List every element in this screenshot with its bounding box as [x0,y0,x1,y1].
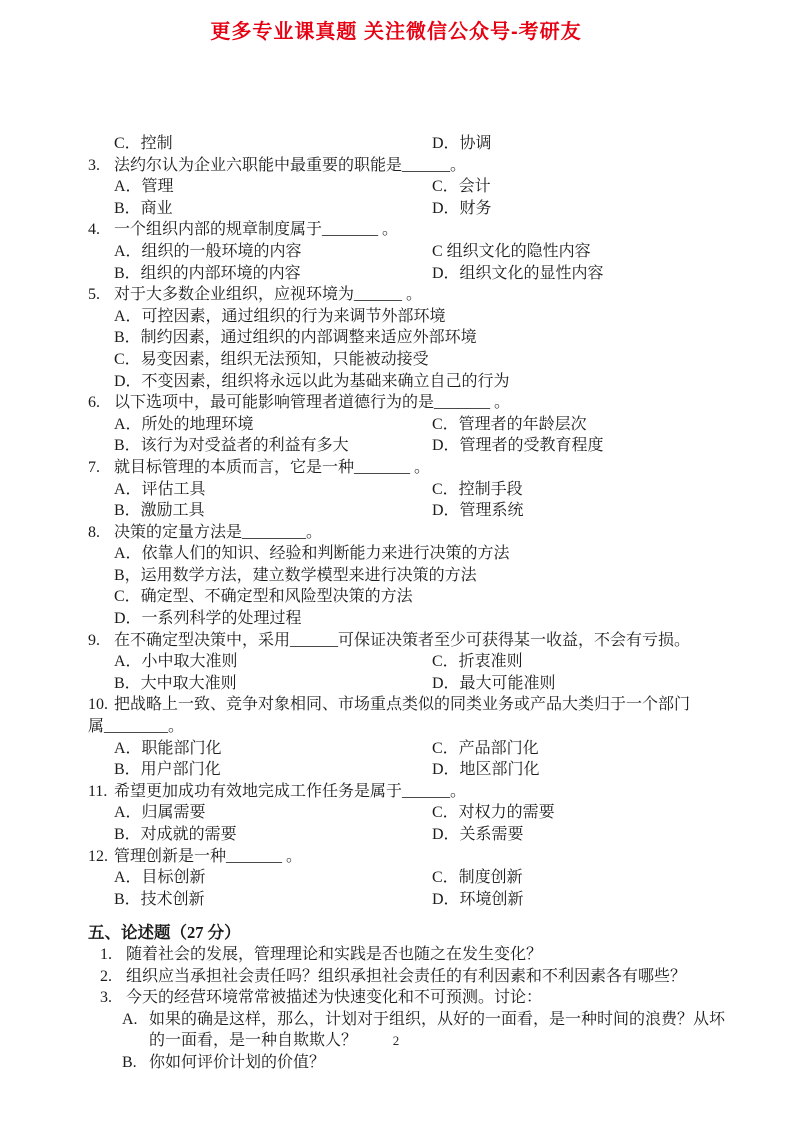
essay-item-2 [88,966,738,988]
option: B．大中取大准则 [114,674,237,692]
option: D．环境创新 [432,890,524,908]
question-number: 10. [88,696,108,714]
item-number: 3. [100,989,112,1007]
question-number: 7. [88,458,100,476]
options-row [88,565,738,587]
option: C．会计 [432,178,491,196]
question-number: 6. [88,394,100,412]
option: A．可控因素，通过组织的行为来调节外部环境 [114,307,446,325]
question-6 [88,392,738,457]
options-row [88,608,738,630]
question-8 [88,522,738,630]
question-4 [88,219,738,284]
question-11 [88,781,738,846]
question-number: 9. [88,631,100,649]
option: C．确定型、不确定型和风险型决策的方法 [114,588,413,606]
subitem-text: 如果的确是这样，那么，计划对于组织，从好的一面看，是一种时间的浪费？从坏的一面看，是一种自欺欺人？ [149,1010,726,1050]
options-row [88,133,738,155]
question-number: 4. [88,221,100,239]
subitem-label: B. [122,1053,137,1071]
option: D．一系列科学的处理过程 [114,610,302,628]
essay-item-1 [88,944,738,966]
option: A．目标创新 [114,869,206,887]
options-row [88,586,738,608]
question-7 [88,457,738,522]
options-row [88,867,738,889]
options-row [88,263,738,285]
question-text: 把战略上一致、竞争对象相同、市场重点类似的同类业务或产品大类归于一个部门属________。 [88,696,691,736]
item-text: 组织应当承担社会责任吗？组织承担社会责任的有利因素和不利因素各有哪些？ [126,967,687,985]
option: A．组织的一般环境的内容 [114,242,302,260]
option: B．技术创新 [114,890,205,908]
essay-subitem-b [88,1052,738,1074]
options-row [88,738,738,760]
option: D．组织文化的显性内容 [432,264,604,282]
options-row [88,306,738,328]
option: C．易变因素，组织无法预知，只能被动接受 [114,350,429,368]
item-number: 2. [100,967,112,985]
options-row [88,176,738,198]
page-number: 2 [392,1033,400,1048]
options-row [88,759,738,781]
option: B．用户部门化 [114,761,221,779]
option: C．制度创新 [432,869,523,887]
options-row [88,414,738,436]
option: B．商业 [114,199,173,217]
section-title: 五、论述题（27 分） [88,923,241,943]
option: C．控制 [114,135,173,152]
option: B．该行为对受益者的利益有多大 [114,437,349,455]
question-text: 法约尔认为企业六职能中最重要的职能是______。 [114,156,467,174]
option: D．财务 [432,199,492,217]
essay-item-3 [88,987,738,1009]
question-text: 一个组织内部的规章制度属于_______ 。 [114,221,399,239]
question-12 [88,846,738,911]
options-row [88,435,738,457]
subitem-label: A. [122,1010,138,1028]
option: D．不变因素，组织将永远以此为基础来确立自己的行为 [114,372,510,390]
options-row [88,500,738,522]
options-row [88,673,738,695]
option: C．产品部门化 [432,739,539,757]
question-10 [88,694,738,780]
question-3 [88,155,738,220]
options-row [88,651,738,673]
option: D．地区部门化 [432,761,540,779]
question-number: 8. [88,523,100,541]
promo-header: 更多专业课真题 关注微信公众号-考研友 [210,21,582,43]
option: B．组织的内部环境的内容 [114,264,301,282]
option: D．管理者的受教育程度 [432,437,604,455]
options-row [88,889,738,911]
option: C．控制手段 [432,480,523,498]
question-5 [88,284,738,392]
options-row [88,543,738,565]
question-number: 3. [88,156,100,174]
question-number: 11. [88,782,108,800]
question-text: 以下选项中，最可能影响管理者道德行为的是_______ 。 [114,394,511,412]
question-text: 决策的定量方法是________。 [114,523,323,541]
question-9 [88,630,738,695]
option: C．对权力的需要 [432,804,555,822]
option: D．关系需要 [432,826,524,843]
options-row [88,824,738,846]
option: C．管理者的年龄层次 [432,415,587,433]
options-row [88,198,738,220]
options-row [88,479,738,501]
option: A．所处的地理环境 [114,415,254,433]
option: A．小中取大准则 [114,653,238,671]
question-number: 12. [88,847,108,865]
option: B．制约因素，通过组织的内部调整来适应外部环境 [114,329,477,347]
option: D．最大可能准则 [432,674,556,692]
item-text: 随着社会的发展，管理理论和实践是否也随之在发生变化？ [126,945,543,963]
option: D．管理系统 [432,502,524,520]
item-text: 今天的经营环境常常被描述为快速变化和不可预测。讨论： [126,989,543,1007]
option: A．归属需要 [114,804,206,822]
option: B．对成就的需要 [114,826,237,843]
question-text: 就目标管理的本质而言，它是一种_______ 。 [114,458,431,476]
exam-content [88,133,738,1074]
question-text: 对于大多数企业组织，应视环境为______ 。 [114,286,423,304]
question-text: 在不确定型决策中，采用______可保证决策者至少可获得某一收益，不会有亏损。 [114,631,691,649]
option: A．评估工具 [114,480,206,498]
question-text: 管理创新是一种_______ 。 [114,847,303,865]
option: D．协调 [432,135,492,152]
option: A．职能部门化 [114,739,222,757]
option: B，运用数学方法，建立数学模型来进行决策的方法 [114,566,477,584]
option: A．管理 [114,178,174,196]
options-row [88,802,738,824]
options-row [88,327,738,349]
option: B．激励工具 [114,502,205,520]
options-row [88,241,738,263]
options-row [88,349,738,371]
option: C 组织文化的隐性内容 [432,242,591,260]
essay-section [88,922,738,1073]
options-row [88,371,738,393]
question-text: 希望更加成功有效地完成工作任务是属于______。 [114,782,467,800]
question-number: 5. [88,286,100,304]
subitem-text: 你如何评价计划的价值？ [149,1053,326,1071]
option: C．折衷准则 [432,653,523,671]
item-number: 1. [100,945,112,963]
option: A．依靠人们的知识、经验和判断能力来进行决策的方法 [114,545,510,563]
